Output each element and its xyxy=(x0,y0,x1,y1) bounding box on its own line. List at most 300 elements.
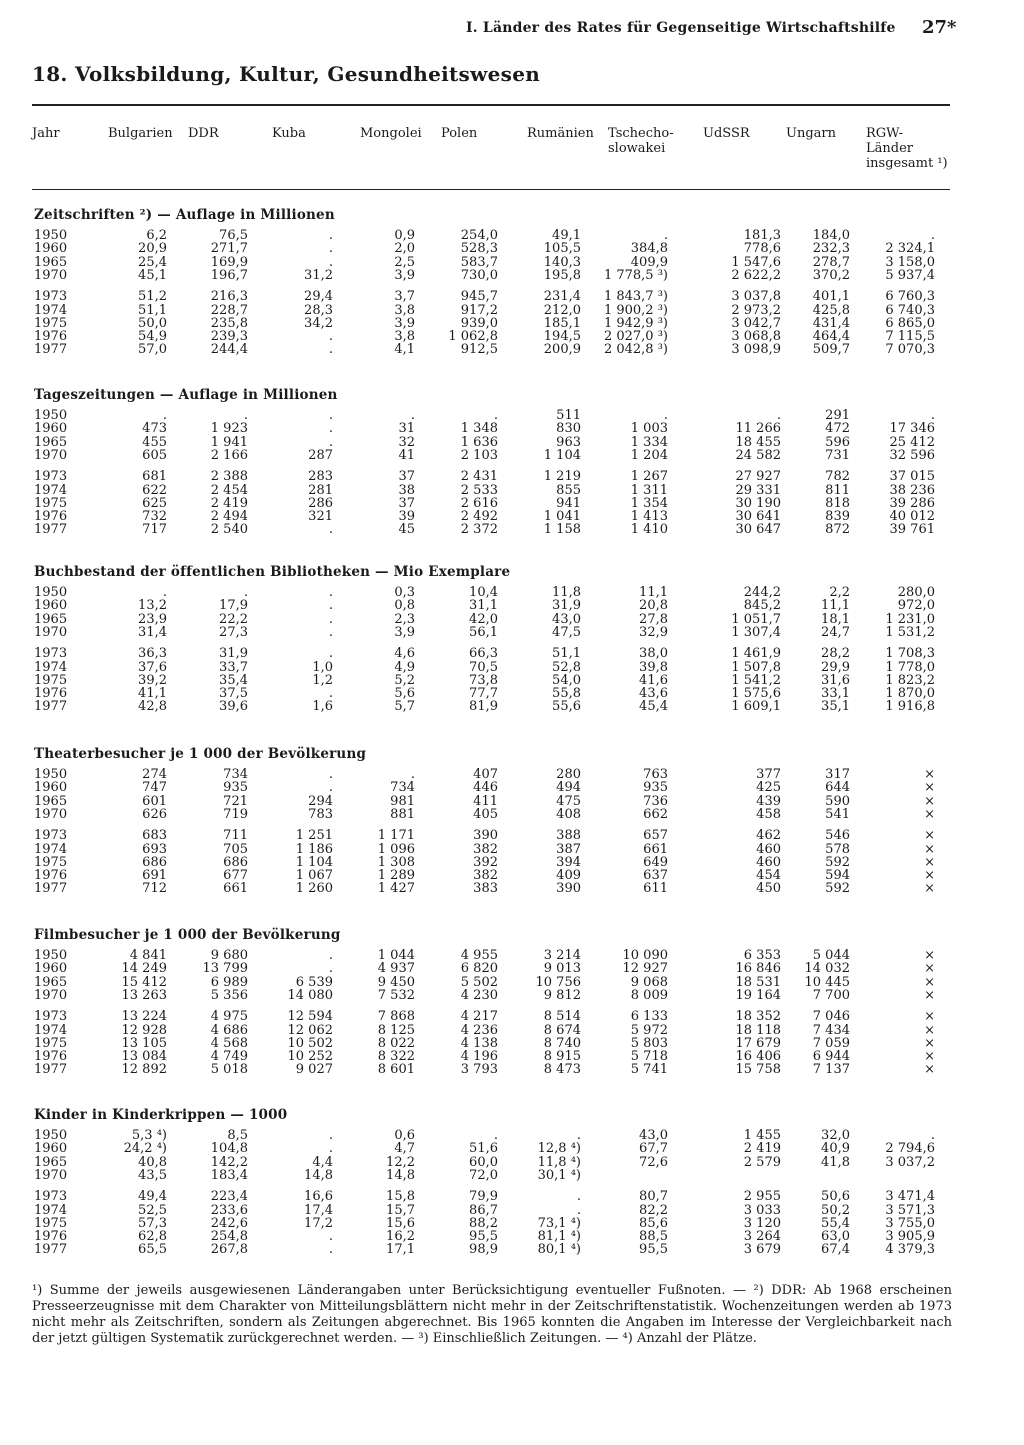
table-cell: 77,7 xyxy=(469,686,498,702)
table-cell: 717 xyxy=(142,522,167,538)
table-cell: 462 xyxy=(756,828,781,844)
table-cell: 1 708,3 xyxy=(885,646,935,662)
row-year: 1975 xyxy=(34,854,68,870)
table-cell: 611 xyxy=(643,881,668,897)
table-cell: 1 413 xyxy=(630,509,668,525)
table-cell: 705 xyxy=(223,841,248,857)
row-year: 1977 xyxy=(34,1242,68,1258)
table-cell: 4 568 xyxy=(210,1035,248,1051)
table-cell: 661 xyxy=(223,881,248,897)
table-cell: 6 740,3 xyxy=(885,302,935,318)
table-cell: 592 xyxy=(825,854,850,870)
table-cell: 67,4 xyxy=(821,1242,850,1258)
table-cell: 4 955 xyxy=(460,948,498,963)
table-cell: 13 224 xyxy=(121,1009,167,1025)
table-cell: 2 622,2 xyxy=(731,267,781,283)
table-cell: 4,7 xyxy=(394,1141,415,1157)
table-cell: 14 032 xyxy=(804,961,850,977)
table-cell: 693 xyxy=(142,841,167,857)
table-cell: 8,5 xyxy=(227,1128,248,1143)
row-year: 1965 xyxy=(34,434,68,450)
table-cell: 392 xyxy=(473,854,498,870)
table-cell: 31,9 xyxy=(219,646,248,662)
table-cell: 4,6 xyxy=(394,646,415,662)
table-cell: 939,0 xyxy=(460,315,498,331)
table-cell: 43,6 xyxy=(639,686,668,702)
table-cell: 32,0 xyxy=(821,1128,850,1143)
table-cell: 686 xyxy=(223,854,248,870)
table-cell: 1 410 xyxy=(630,522,668,538)
table-cell: 49,4 xyxy=(138,1189,167,1205)
table-cell: 677 xyxy=(223,868,248,884)
table-cell: 280,0 xyxy=(897,585,935,600)
row-year: 1960 xyxy=(34,780,68,796)
row-year: 1950 xyxy=(34,585,68,600)
table-cell: × xyxy=(924,961,935,977)
table-cell: 36,3 xyxy=(138,646,167,662)
table-cell: 5 937,4 xyxy=(885,267,935,283)
table-cell: × xyxy=(924,828,935,844)
table-cell: 408 xyxy=(556,806,581,822)
table-cell: 1 307,4 xyxy=(731,624,781,640)
table-cell: 1 941 xyxy=(210,434,248,450)
table-cell: 446 xyxy=(473,780,498,796)
table-cell: 104,8 xyxy=(210,1141,248,1157)
table-cell: 45,1 xyxy=(138,267,167,283)
row-year: 1960 xyxy=(34,961,68,977)
table-cell: 54,9 xyxy=(138,329,167,345)
table-cell: 55,8 xyxy=(552,686,581,702)
table-cell: 51,6 xyxy=(469,1141,498,1157)
table-cell: 8 022 xyxy=(377,1035,415,1051)
table-cell: 963 xyxy=(556,434,581,450)
table-cell: 17,2 xyxy=(304,1215,333,1231)
table-cell: × xyxy=(924,1009,935,1025)
table-cell: 1 636 xyxy=(460,434,498,450)
table-cell: 778,6 xyxy=(743,241,781,257)
row-year: 1974 xyxy=(34,659,68,675)
table-cell: 383 xyxy=(473,881,498,897)
row-year: 1977 xyxy=(34,699,68,715)
table-cell: 382 xyxy=(473,868,498,884)
table-cell: 0,8 xyxy=(394,598,415,614)
table-cell: 27 927 xyxy=(735,469,781,485)
table-cell: 40 012 xyxy=(889,509,935,525)
table-cell: 10 090 xyxy=(622,948,668,963)
table-cell: 4 236 xyxy=(460,1022,498,1038)
table-cell: 41,8 xyxy=(821,1154,850,1170)
table-cell: 39,2 xyxy=(138,672,167,688)
table-cell: . xyxy=(328,611,333,627)
table-cell: 1 916,8 xyxy=(885,699,935,715)
table-cell: 43,5 xyxy=(138,1167,167,1183)
table-cell: 321 xyxy=(308,509,333,525)
table-cell: 10,4 xyxy=(469,585,498,600)
table-cell: 30 647 xyxy=(735,522,781,538)
table-cell: 244,2 xyxy=(743,585,781,600)
table-cell: 6 820 xyxy=(460,961,498,977)
table-cell: 4 217 xyxy=(460,1009,498,1025)
table-cell: 1 870,0 xyxy=(885,686,935,702)
table-cell: 2,0 xyxy=(394,241,415,257)
table-cell: 683 xyxy=(142,828,167,844)
table-cell: 29,4 xyxy=(304,289,333,305)
table-cell: 637 xyxy=(643,868,668,884)
table-cell: 407 xyxy=(473,767,498,782)
table-cell: 244,4 xyxy=(210,342,248,358)
table-cell: 183,4 xyxy=(210,1167,248,1183)
table-cell: 95,5 xyxy=(639,1242,668,1258)
table-cell: 35,4 xyxy=(219,672,248,688)
table-cell: 2 027,0 ³) xyxy=(603,329,668,345)
table-cell: . xyxy=(328,767,333,782)
table-cell: 12 892 xyxy=(121,1062,167,1078)
table-cell: 9 013 xyxy=(543,961,581,977)
table-cell: 51,1 xyxy=(138,302,167,318)
table-cell: 935 xyxy=(643,780,668,796)
table-cell: 8 322 xyxy=(377,1049,415,1065)
table-cell: 811 xyxy=(825,482,850,498)
table-cell: 732 xyxy=(142,509,167,525)
table-cell: 2 419 xyxy=(210,495,248,511)
table-cell: 8 601 xyxy=(377,1062,415,1078)
table-cell: 644 xyxy=(825,780,850,796)
table-cell: . xyxy=(328,1242,333,1258)
table-cell: 11,8 xyxy=(552,585,581,600)
table-cell: 8 740 xyxy=(543,1035,581,1051)
table-cell: . xyxy=(328,408,333,423)
table-cell: 734 xyxy=(390,780,415,796)
table-cell: 388 xyxy=(556,828,581,844)
table-cell: 6,2 xyxy=(146,228,167,243)
table-cell: . xyxy=(243,408,248,423)
table-cell: . xyxy=(328,780,333,796)
column-header: Mongolei xyxy=(360,126,422,141)
row-year: 1977 xyxy=(34,881,68,897)
table-cell: 2 419 xyxy=(743,1141,781,1157)
table-cell: 1,2 xyxy=(312,672,333,688)
table-cell: 5 741 xyxy=(630,1062,668,1078)
table-cell: . xyxy=(328,646,333,662)
table-cell: 590 xyxy=(825,793,850,809)
row-year: 1950 xyxy=(34,948,68,963)
table-cell: 19 164 xyxy=(735,987,781,1003)
table-cell: 730,0 xyxy=(460,267,498,283)
table-cell: 1 096 xyxy=(377,841,415,857)
table-cell: . xyxy=(328,421,333,437)
table-cell: 390 xyxy=(473,828,498,844)
table-cell: 1 843,7 ³) xyxy=(603,289,668,305)
page-number: 27* xyxy=(922,17,957,38)
table-cell: 38 236 xyxy=(889,482,935,498)
table-cell: 1 260 xyxy=(295,881,333,897)
table-cell: 3 755,0 xyxy=(885,1215,935,1231)
table-cell: 195,8 xyxy=(543,267,581,283)
table-cell: 9 450 xyxy=(377,974,415,990)
table-cell: 18 118 xyxy=(735,1022,781,1038)
table-cell: 2 324,1 xyxy=(885,241,935,257)
table-cell: 15,7 xyxy=(386,1202,415,1218)
table-cell: 73,1 ⁴) xyxy=(537,1215,581,1231)
table-cell: 5 018 xyxy=(210,1062,248,1078)
table-cell: 425,8 xyxy=(812,302,850,318)
row-year: 1977 xyxy=(34,1062,68,1078)
table-cell: 8 125 xyxy=(377,1022,415,1038)
table-cell: 32 596 xyxy=(889,447,935,463)
table-cell: 27,3 xyxy=(219,624,248,640)
table-cell: 450 xyxy=(756,881,781,897)
table-cell: 626 xyxy=(142,806,167,822)
table-cell: 37 015 xyxy=(889,469,935,485)
table-cell: 37 xyxy=(398,469,415,485)
table-cell: . xyxy=(328,254,333,270)
table-cell: 945,7 xyxy=(460,289,498,305)
table-cell: 411 xyxy=(473,793,498,809)
table-cell: 387 xyxy=(556,841,581,857)
table-cell: 9 068 xyxy=(630,974,668,990)
table-cell: 1 547,6 xyxy=(731,254,781,270)
column-header: UdSSR xyxy=(703,126,750,141)
section-title: Theaterbesucher je 1 000 der Bevölkerung xyxy=(34,746,367,762)
table-cell: 42,8 xyxy=(138,699,167,715)
table-cell: 601 xyxy=(142,793,167,809)
table-cell: 32 xyxy=(398,434,415,450)
table-cell: 2 166 xyxy=(210,447,248,463)
table-cell: 1 900,2 ³) xyxy=(603,302,668,318)
table-cell: 4,4 xyxy=(312,1154,333,1170)
table-cell: 51,2 xyxy=(138,289,167,305)
table-cell: . xyxy=(930,228,935,243)
table-cell: 67,7 xyxy=(639,1141,668,1157)
row-year: 1965 xyxy=(34,611,68,627)
table-cell: 2 973,2 xyxy=(731,302,781,318)
table-cell: 185,1 xyxy=(543,315,581,331)
table-cell: 39,8 xyxy=(639,659,668,675)
table-cell: 29 331 xyxy=(735,482,781,498)
table-cell: . xyxy=(328,624,333,640)
row-year: 1973 xyxy=(34,1009,68,1025)
column-header: Jahr xyxy=(32,126,60,141)
table-cell: 12 927 xyxy=(622,961,668,977)
row-year: 1975 xyxy=(34,1035,68,1051)
table-cell: 691 xyxy=(142,868,167,884)
table-cell: 5 356 xyxy=(210,987,248,1003)
footnotes: ¹) Summe der jeweils ausgewiesenen Länderangaben unter Berücksichtigung eventueller Fußnoten. — ²) DDR: Ab 1968 erscheinen Presseerzeugnisse mit dem Charakter von Mitteilungsblättern nicht mehr in der Zeitschriftenstatistik. Wochenzeitungen werden ab 1973 nicht mehr als Zeitschriften, sondern als Zeitungen abgerechnet. Bis 1965 konnten die Angaben im Interesse der Vergleichbarkeit nach der jetzt gültigen Systematik zurückgerechnet werden. — ³) Einschließlich Zeitungen. — ⁴) Anzahl der Plätze. xyxy=(32,1283,952,1346)
table-cell: 34,2 xyxy=(304,315,333,331)
table-cell: 23,9 xyxy=(138,611,167,627)
table-cell: 783 xyxy=(308,806,333,822)
table-cell: . xyxy=(576,1189,581,1205)
table-cell: 16 846 xyxy=(735,961,781,977)
table-cell: 7 070,3 xyxy=(885,342,935,358)
table-cell: 2 042,8 ³) xyxy=(603,342,668,358)
table-cell: 8 915 xyxy=(543,1049,581,1065)
top-rule xyxy=(32,104,950,106)
table-cell: 55,6 xyxy=(552,699,581,715)
column-header: Rumänien xyxy=(527,126,594,141)
table-cell: 140,3 xyxy=(543,254,581,270)
table-cell: 40,9 xyxy=(821,1141,850,1157)
row-year: 1950 xyxy=(34,228,68,243)
row-year: 1960 xyxy=(34,241,68,257)
table-cell: 4 196 xyxy=(460,1049,498,1065)
table-cell: 242,6 xyxy=(210,1215,248,1231)
table-cell: 370,2 xyxy=(812,267,850,283)
row-year: 1976 xyxy=(34,509,68,525)
row-year: 1973 xyxy=(34,469,68,485)
table-cell: 782 xyxy=(825,469,850,485)
table-cell: 3,8 xyxy=(394,329,415,345)
table-cell: 12 928 xyxy=(121,1022,167,1038)
table-cell: . xyxy=(930,408,935,423)
table-cell: 409,9 xyxy=(630,254,668,270)
table-cell: 657 xyxy=(643,828,668,844)
table-cell: 50,0 xyxy=(138,315,167,331)
table-cell: 0,9 xyxy=(394,228,415,243)
table-cell: 17 679 xyxy=(735,1035,781,1051)
table-cell: 231,4 xyxy=(543,289,581,305)
table-cell: 3 793 xyxy=(460,1062,498,1078)
table-cell: 681 xyxy=(142,469,167,485)
table-cell: 80,7 xyxy=(639,1189,668,1205)
table-cell: 38 xyxy=(398,482,415,498)
table-cell: 4 841 xyxy=(129,948,167,963)
table-cell: 2,2 xyxy=(829,585,850,600)
table-cell: 1 942,9 ³) xyxy=(603,315,668,331)
table-cell: 401,1 xyxy=(812,289,850,305)
table-cell: 1 067 xyxy=(295,868,333,884)
table-cell: 41 xyxy=(398,447,415,463)
row-year: 1960 xyxy=(34,421,68,437)
table-cell: 390 xyxy=(556,881,581,897)
table-cell: 72,6 xyxy=(639,1154,668,1170)
table-cell: 3 098,9 xyxy=(731,342,781,358)
table-cell: 291 xyxy=(825,408,850,423)
table-cell: . xyxy=(663,408,668,423)
table-cell: 711 xyxy=(223,828,248,844)
table-cell: 50,6 xyxy=(821,1189,850,1205)
table-cell: 196,7 xyxy=(210,267,248,283)
table-cell: 24 582 xyxy=(735,447,781,463)
table-cell: 431,4 xyxy=(812,315,850,331)
table-cell: 0,3 xyxy=(394,585,415,600)
table-cell: 7 868 xyxy=(377,1009,415,1025)
table-cell: 30 641 xyxy=(735,509,781,525)
table-cell: 235,8 xyxy=(210,315,248,331)
table-cell: 31,4 xyxy=(138,624,167,640)
table-cell: 142,2 xyxy=(210,1154,248,1170)
table-cell: 622 xyxy=(142,482,167,498)
table-cell: 95,5 xyxy=(469,1229,498,1245)
table-cell: 1 003 xyxy=(630,421,668,437)
table-cell: 8 514 xyxy=(543,1009,581,1025)
table-cell: 17,1 xyxy=(386,1242,415,1258)
row-year: 1976 xyxy=(34,1049,68,1065)
table-cell: 56,1 xyxy=(469,624,498,640)
table-cell: 3 214 xyxy=(543,948,581,963)
table-cell: 394 xyxy=(556,854,581,870)
table-cell: 1 354 xyxy=(630,495,668,511)
table-cell: 280 xyxy=(556,767,581,782)
table-cell: × xyxy=(924,793,935,809)
table-cell: 1 507,8 xyxy=(731,659,781,675)
table-cell: 6 353 xyxy=(743,948,781,963)
table-cell: 11,8 ⁴) xyxy=(537,1154,581,1170)
table-cell: 1 427 xyxy=(377,881,415,897)
table-cell: 40,8 xyxy=(138,1154,167,1170)
table-cell: 45 xyxy=(398,522,415,538)
table-cell: 1,0 xyxy=(312,659,333,675)
table-cell: 15,8 xyxy=(386,1189,415,1205)
table-cell: 2 533 xyxy=(460,482,498,498)
table-cell: 594 xyxy=(825,868,850,884)
table-cell: 30,1 ⁴) xyxy=(537,1167,581,1183)
table-cell: 49,1 xyxy=(552,228,581,243)
table-cell: 37,6 xyxy=(138,659,167,675)
table-cell: 972,0 xyxy=(897,598,935,614)
table-cell: 184,0 xyxy=(812,228,850,243)
table-cell: 4 686 xyxy=(210,1022,248,1038)
table-cell: 233,6 xyxy=(210,1202,248,1218)
table-cell: 45,4 xyxy=(639,699,668,715)
table-cell: 81,9 xyxy=(469,699,498,715)
table-cell: 384,8 xyxy=(630,241,668,257)
table-cell: 1 778,5 ³) xyxy=(603,267,668,283)
table-cell: × xyxy=(924,1062,935,1078)
row-year: 1976 xyxy=(34,329,68,345)
table-cell: 274 xyxy=(142,767,167,782)
table-cell: 872 xyxy=(825,522,850,538)
table-cell: × xyxy=(924,868,935,884)
table-cell: 37 xyxy=(398,495,415,511)
table-cell: 31,6 xyxy=(821,672,850,688)
table-cell: 405 xyxy=(473,806,498,822)
table-cell: 3 158,0 xyxy=(885,254,935,270)
table-cell: 7 046 xyxy=(812,1009,850,1025)
table-cell: 9 812 xyxy=(543,987,581,1003)
table-cell: 15 412 xyxy=(121,974,167,990)
table-cell: . xyxy=(328,1229,333,1245)
table-cell: 18 352 xyxy=(735,1009,781,1025)
table-cell: 13 105 xyxy=(121,1035,167,1051)
table-cell: 686 xyxy=(142,854,167,870)
table-cell: 16 406 xyxy=(735,1049,781,1065)
table-cell: 16,2 xyxy=(386,1229,415,1245)
table-cell: 39,6 xyxy=(219,699,248,715)
table-cell: 5 972 xyxy=(630,1022,668,1038)
table-cell: 747 xyxy=(142,780,167,796)
table-cell: 1 823,2 xyxy=(885,672,935,688)
column-header: Tschecho- slowakei xyxy=(608,126,674,156)
table-cell: . xyxy=(493,1128,498,1143)
table-cell: 7 059 xyxy=(812,1035,850,1051)
table-cell: 11 266 xyxy=(735,421,781,437)
table-cell: 287 xyxy=(308,447,333,463)
table-cell: 105,5 xyxy=(543,241,581,257)
table-cell: 662 xyxy=(643,806,668,822)
table-cell: 2,5 xyxy=(394,254,415,270)
table-cell: 460 xyxy=(756,854,781,870)
table-cell: 625 xyxy=(142,495,167,511)
table-cell: 830 xyxy=(556,421,581,437)
table-cell: 11,1 xyxy=(639,585,668,600)
table-cell: 42,0 xyxy=(469,611,498,627)
table-cell: 5,7 xyxy=(394,699,415,715)
table-cell: 15,6 xyxy=(386,1215,415,1231)
table-cell: 881 xyxy=(390,806,415,822)
table-cell: 2 454 xyxy=(210,482,248,498)
table-cell: 283 xyxy=(308,469,333,485)
